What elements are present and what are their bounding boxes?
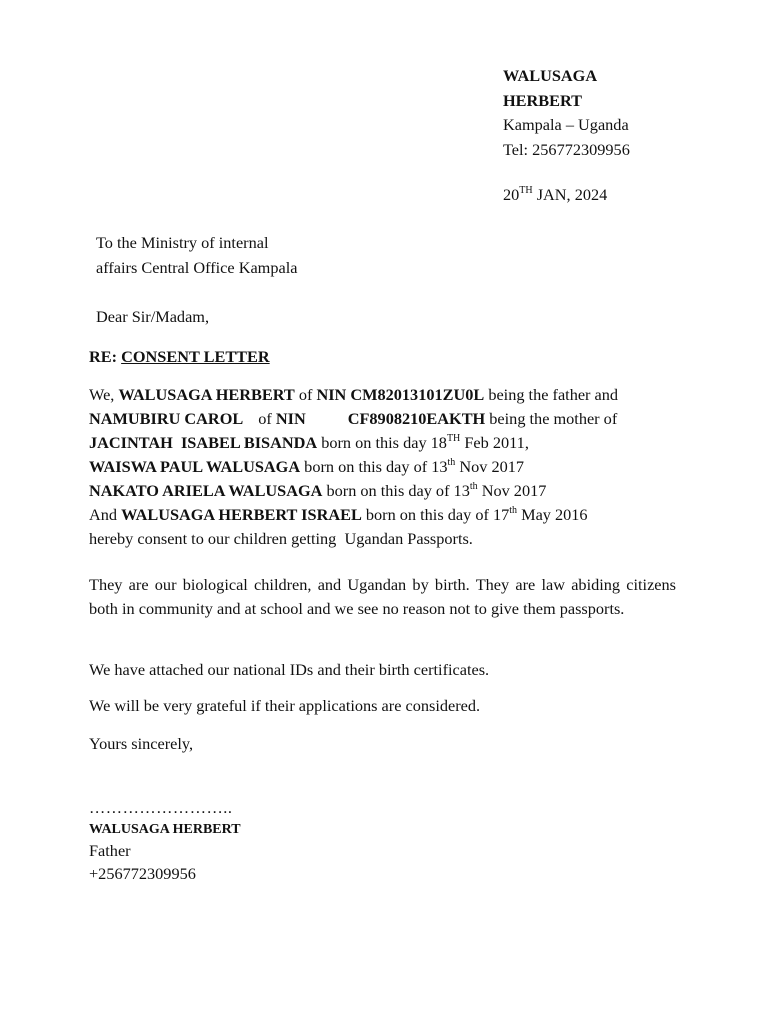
- body-line-3: JACINTAH ISABEL BISANDA born on this day 18TH Feb 2011,: [89, 432, 529, 452]
- recipient-block: [96, 231, 297, 280]
- body-line-6: And WALUSAGA HERBERT ISRAEL born on this day of 17th May 2016: [89, 504, 588, 524]
- sender-location: Kampala – Uganda: [503, 115, 629, 134]
- recipient-line2: affairs Central Office Kampala: [96, 257, 298, 277]
- sender-tel: Tel: 256772309956: [503, 139, 630, 159]
- paragraph-attachments: We have attached our national IDs and their birth certificates.: [89, 660, 490, 679]
- signatory-name: WALUSAGA HERBERT: [89, 822, 241, 837]
- subject-title: CONSENT LETTER: [121, 347, 270, 366]
- salutation: Dear Sir/Madam,: [96, 307, 210, 326]
- consent-body: [89, 383, 618, 551]
- paragraph-biological: They are our biological children, and Ugandan by birth. They are law abiding citizens both in community and at school and we see no reason not to give them passports.: [89, 575, 676, 618]
- body-line-1: We, WALUSAGA HERBERT of NIN CM82013101ZU0L being the father and: [89, 385, 619, 404]
- sender-name-line1: WALUSAGA: [503, 66, 598, 85]
- signature-line: ……………………..: [89, 798, 233, 817]
- recipient-line1: To the Ministry of internal: [96, 233, 269, 252]
- body-line-5: NAKATO ARIELA WALUSAGA born on this day of 13th Nov 2017: [89, 480, 547, 500]
- closing: Yours sincerely,: [89, 734, 194, 753]
- body-line-7: hereby consent to our children getting Ugandan Passports.: [89, 529, 473, 548]
- sender-name-line2: HERBERT: [503, 90, 583, 110]
- paragraph-gratitude: We will be very grateful if their applications are considered.: [89, 696, 481, 715]
- subject-prefix: RE:: [89, 347, 122, 366]
- letter-date: 20TH JAN, 2024: [503, 184, 608, 204]
- signatory-role: Father: [89, 841, 131, 860]
- signatory-phone: +256772309956: [89, 864, 196, 883]
- body-line-4: WAISWA PAUL WALUSAGA born on this day of 13th Nov 2017: [89, 456, 525, 476]
- sender-block: [503, 64, 630, 162]
- body-line-2: NAMUBIRU CAROL of NIN CF8908210EAKTH being the mother of: [89, 409, 618, 428]
- subject-line: [89, 345, 270, 369]
